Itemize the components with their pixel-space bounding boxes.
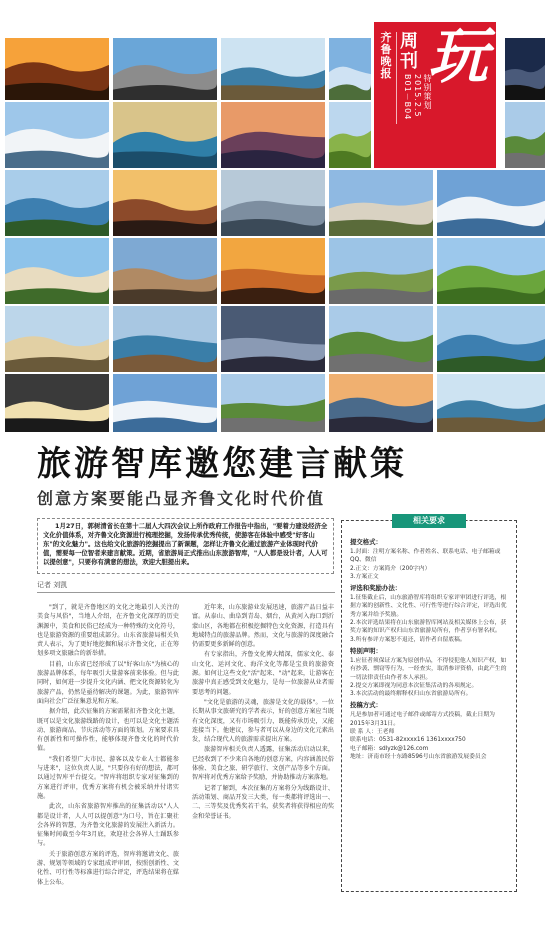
sidebar-body <box>350 535 508 761</box>
photo-tile <box>113 306 217 372</box>
body-paragraph: 此次，山东省旅游智库推出的征集活动以"人人都是设计者，人人可以提创意"为口号，旨在汇聚社会各界的智慧，为齐鲁文化旅游的发展注入新活力。征集时间截至今年3月底，欢迎社会各界人士踊跃参与。 <box>37 803 179 848</box>
photo-tile <box>221 238 325 304</box>
photo-tile <box>329 238 433 304</box>
body-paragraph: 目前，山东省已经形成了以"好客山东"为核心的旅游品牌体系，每年吸引大量游客前来体验。但与此同时，如何进一步提升文化内涵、把文化资源转化为旅游产品，仍然是亟待解决的课题。为此，旅游智库面向社会广泛征集意见和方案。 <box>37 660 179 705</box>
masthead-pages: B01－B04 <box>403 74 412 121</box>
lead-text: 1月27日，郭树清省长在第十二届人大四次会议上所作政府工作报告中指出，"要着力建设经济全文化价值体系，对齐鲁文化资源进行梳理挖掘，发扬传承优秀传统，使游客在体验中感受"好客山东"的文化魅力"。这也给文化旅游的挖掘提出了新课题，怎样让齐鲁文化通过旅游产业体现时代价值，需要每一位智者来建言献策。近期，省旅游局正式推出山东旅游智库，"人人都是设计者，人人可以提创意"，只要你有满意的想法，欢迎大胆提出来。 <box>43 522 328 566</box>
body-paragraph: 关于旅游创意方案的评选，智库将邀请文化、旅游、规划等领域的专家组成评审团，按照创新性、文化性、可行性等标准进行综合评定，评选结果将在媒体上公布。 <box>37 850 179 886</box>
photo-tile <box>437 374 545 432</box>
photo-tile <box>221 38 325 100</box>
sidebar-line: 联 系 人：王老师 <box>350 729 395 736</box>
byline: 记者 刘凯 <box>37 581 68 589</box>
sidebar-line: 凡是参加者可通过电子邮件或邮寄方式投稿，截止日期为2015年3月31日。 <box>350 712 495 727</box>
photo-tile <box>113 38 217 100</box>
sidebar-section-heading: 提交格式： <box>350 538 382 546</box>
sidebar-line: 地址：济南市经十东路8596号山东省旅游发展委员会 <box>350 753 487 760</box>
masthead-divider <box>396 32 397 124</box>
sidebar-line: 1.征集截止后，山东旅游智库将组织专家评审团进行评选，根据方案的创新性、文化性、可行性等进行综合评定，评选出优秀方案并给予奖励。 <box>350 595 507 618</box>
masthead-play-glyph: 玩 <box>428 22 488 92</box>
sidebar-line: 2.本次评选结果将在山东旅游智库网站及相关媒体上公布，获奖方案的知识产权归山东省旅游局所有，作者享有署名权。 <box>350 620 507 635</box>
body-paragraph: "文化是旅游的灵魂，旅游是文化的载体"。一位长期从事文旅研究的学者表示，好的创意方案应当既有文化深度，又有市场吸引力，既能传承历史，又能连接当下。他建议，参与者可以从身边的文化元素出发，结合现代人的旅游需求提出方案。 <box>192 698 334 744</box>
masthead <box>374 22 496 168</box>
photo-tile <box>113 374 217 432</box>
page-subhead: 创意方案要能凸显齐鲁文化时代价值 <box>37 489 326 508</box>
photo-tile <box>221 374 325 432</box>
sidebar-title: 相关要求 <box>392 514 466 528</box>
photo-tile <box>5 38 109 100</box>
photo-tile <box>5 306 109 372</box>
lead-box <box>37 518 334 574</box>
photo-tile <box>437 306 545 372</box>
sidebar-line: 联系电话：0531-82xxxx16 1361xxxx750 <box>350 737 466 744</box>
photo-tile <box>113 238 217 304</box>
photo-tile <box>221 306 325 372</box>
photo-tile <box>5 374 109 432</box>
body-paragraph: 近年来，山东旅游业发展迅速，旅游产品日益丰富。从泰山、曲阜到青岛、烟台，从黄河入海口到沂蒙山区，各地都在积极挖掘特色文化资源，打造具有地域特点的旅游品牌。然而，文化与旅游的深度融合仍需要更多新鲜的创意。 <box>192 604 334 649</box>
photo-tile <box>5 238 109 304</box>
photo-tile <box>113 102 217 168</box>
photo-tile <box>505 38 545 100</box>
body-paragraph: 据介绍，此次征集的方案需紧扣齐鲁文化主题，既可以是文化旅游线路的设计，也可以是文化主题活动、旅游商品、节庆活动等方面的策划。方案要求具有创新性和可操作性，能够体现齐鲁文化的时代价值。 <box>37 708 179 753</box>
body-paragraph: "到了，就是齐鲁地区的文化之地最引人关注的美食与风俗"，当地人介绍，在齐鲁文化深厚的历史渊源中，美食和民俗已经成为一种特殊的文化符号，也是旅游资源的重要组成部分。山东省旅游局相关负责人表示，为了更好地挖掘和展示齐鲁文化，正在筹划多项文旅融合的新举措。 <box>37 604 179 658</box>
photo-tile <box>5 102 109 168</box>
sidebar-line: 3.方案正文 <box>350 573 379 580</box>
photo-tile <box>437 170 545 236</box>
body-column-2 <box>192 603 334 822</box>
sidebar-line: 2.提交方案即视为同意本次征集活动的各项规定。 <box>350 682 478 689</box>
sidebar-section-heading: 特别声明： <box>350 646 382 655</box>
sidebar-section-heading: 投稿方式： <box>350 701 382 710</box>
photo-tile <box>329 306 433 372</box>
sidebar-line: 3.所有参评方案恕不退还，请作者自留底稿。 <box>350 636 466 643</box>
sidebar-line: 3.本次活动的最终解释权归山东省旅游局所有。 <box>350 691 472 698</box>
sidebar-box <box>341 516 517 892</box>
sidebar-line: 2.正文：方案简介（200字内） <box>350 565 431 572</box>
sidebar-line: 1.封面：注明方案名称、作者姓名、联系电话、电子邮箱或QQ、微信 <box>350 549 501 564</box>
body-paragraph: "我们希望广大市民、游客以及专业人士都能参与进来"，这位负责人说，"只要你有好的想法，都可以通过智库平台提交。"智库将组织专家对征集到的方案进行评审，优秀方案将有机会被采纳并付诸实施。 <box>37 755 179 800</box>
masthead-date: 2015.2.5 <box>413 74 422 118</box>
photo-tile <box>329 38 371 100</box>
photo-tile <box>329 102 371 168</box>
masthead-weekly: 周刊 <box>400 31 418 72</box>
masthead-brand: 齐鲁晚报 <box>380 31 392 80</box>
body-paragraph: 旅游智库相关负责人透露，征集活动启动以来，已经收到了不少来自各地的创意方案，内容涵盖民俗体验、美食之旅、研学旅行、文创产品等多个方面。智库将对优秀方案给予奖励，并协助推动方案落地。 <box>192 746 334 782</box>
sidebar-line: 电子邮箱：sdlyzk@126.com <box>350 745 429 752</box>
photo-tile <box>505 102 545 168</box>
photo-tile <box>221 170 325 236</box>
photo-tile <box>221 102 325 168</box>
body-paragraph: 有专家指出，齐鲁文化博大精深，儒家文化、泰山文化、运河文化、海洋文化等都是宝贵的旅游资源。如何让这些文化"活"起来、"动"起来，让游客在旅游中真正感受到文化魅力，是每一位旅游从业者需要思考的问题。 <box>192 651 334 696</box>
sidebar-section-heading: 评选和奖励办法： <box>350 584 402 593</box>
photo-tile <box>113 170 217 236</box>
photo-tile <box>5 170 109 236</box>
photo-tile <box>329 374 433 432</box>
body-paragraph: 记者了解到，本次征集的方案将分为线路设计、活动策划、商品开发三大类，每一类都将评选出一、二、三等奖及优秀奖若干名，获奖者将获得相应的奖金和荣誉证书。 <box>192 784 334 820</box>
photo-tile <box>437 238 545 304</box>
page-headline: 旅游智库邀您建言献策 <box>37 444 407 484</box>
body-column-1 <box>37 603 179 888</box>
sidebar-line: 1.应征者须保证方案为原创作品，不得侵犯他人知识产权，如有抄袭、剽窃等行为，一经查实，取消参评资格，由此产生的一切法律责任由作者本人承担。 <box>350 657 507 681</box>
masthead-edition: 特别策划 <box>423 74 432 110</box>
photo-tile <box>329 170 433 236</box>
byline-divider <box>37 592 335 593</box>
